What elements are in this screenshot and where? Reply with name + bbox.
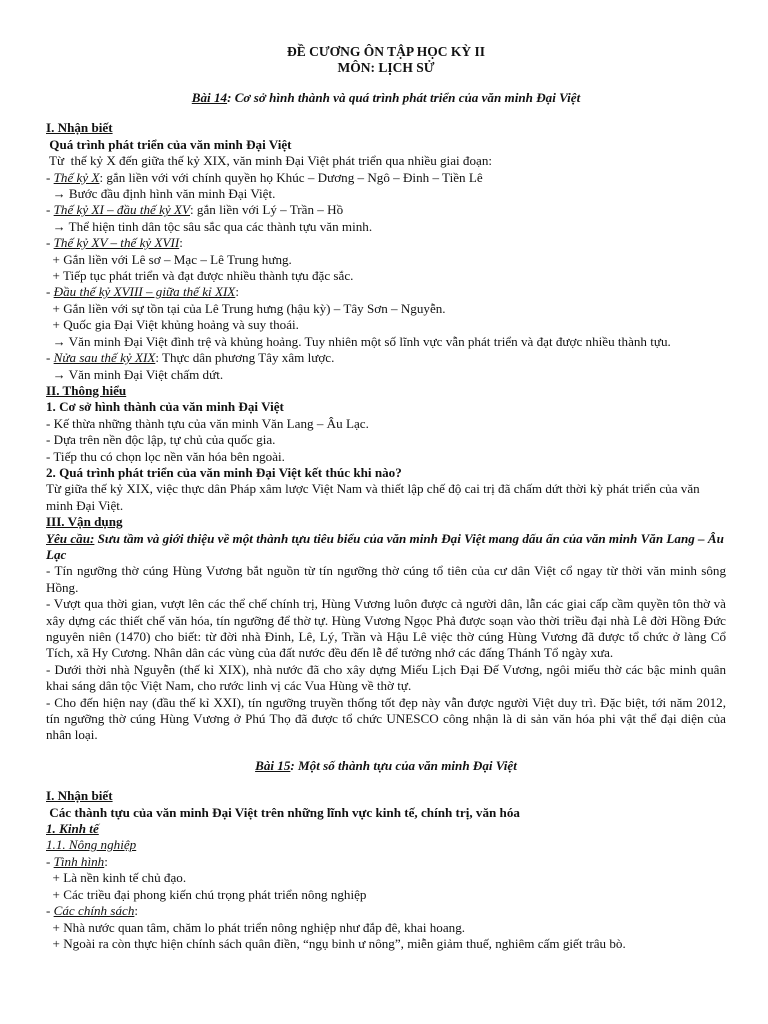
question-2-answer: Từ giữa thế kỷ XIX, việc thực dân Pháp xâm lược Việt Nam và thiết lập chế độ cai trị đã chấm dứt thời kỳ phát triển của văn minh Đại Việt. xyxy=(46,481,700,513)
period-2-text: : gắn liền với Lý – Trần – Hồ xyxy=(189,202,344,218)
question-1: 1. Cơ sở hình thành của văn minh Đại Việt xyxy=(46,399,284,415)
requirement-label: Yêu cầu: xyxy=(46,530,95,546)
period-1-label: Thế kỷ X xyxy=(53,169,100,185)
question-2: 2. Quá trình phát triển của văn minh Đại Việt kết thúc khi nào? xyxy=(46,464,402,480)
document-title: ĐỀ CƯƠNG ÔN TẬP HỌC KỲ II xyxy=(286,44,486,59)
policies-item-a: + Nhà nước quan tâm, chăm lo phát triển nông nghiệp như đắp đê, khai hoang. xyxy=(46,919,466,935)
bullet: - xyxy=(46,235,54,251)
requirement-text: Sưu tầm và giới thiệu về một thành tựu tiêu biểu của văn minh Đại Việt mang dấu ấn của văn minh Văn Lang – Âu Lạc xyxy=(46,530,724,562)
lesson-15-name: : Một số thành tựu của văn minh Đại Việt xyxy=(290,757,517,773)
policies-label: Các chính sách xyxy=(53,903,135,919)
application-paragraph-2: - Vượt qua thời gian, vượt lên các thể chế chính trị, Hùng Vương luôn được cả người dân, lẫn các giai cấp cầm quyền tôn thờ và xây dựng các thiết chế văn hóa, tín ngưỡng để thờ tự. Hùng Vương Ngọc Phả được soạn vào thời triều đại nhà Lê đời Hồng Đức nguyên niên (1470) cho biết: từ đời nhà Đinh, Lê, Lý, Trần và Hậu Lê việc thờ cúng Hùng Vương đã được tổ chức ở làng Cổ Tích, xã Hy Cương. Nhân dân các vùng của đất nước đều đến lễ để tưởng nhớ các đấng Thánh Tổ ngày xưa. xyxy=(46,596,726,661)
period-4-item-a: + Gắn liền với sự tồn tại của Lê Trung hưng (hậu kỳ) – Tây Sơn – Nguyễn. xyxy=(46,300,446,316)
bullet: - xyxy=(46,350,54,366)
l14-section-2-heading: II. Thông hiểu xyxy=(46,382,127,398)
period-4-result: → Văn minh Đại Việt đình trệ và khủng hoảng. Tuy nhiên một số lĩnh vực vẫn phát triển và đạt được nhiều thành tựu. xyxy=(46,333,671,349)
period-2-result: → Thể hiện tinh dân tộc sâu sắc qua các thành tựu văn minh. xyxy=(46,218,373,234)
situation-label: Tình hình xyxy=(53,853,105,869)
policies-colon: : xyxy=(134,903,139,919)
lesson-15-label: Bài 15 xyxy=(255,757,291,773)
document-page xyxy=(46,44,726,952)
application-paragraph-4: - Cho đến hiện nay (đầu thế kỉ XXI), tín ngưỡng truyền thống tốt đẹp này vẫn được người Việt duy trì. Đặc biệt, tới năm 2012, tín ngưỡng thờ cúng Hùng Vương ở Phú Thọ đã được tổ chức UNESCO công nhận là di sản văn hóa phi vật thể đại diện của nhân loại. xyxy=(46,694,726,743)
period-3-item-b: + Tiếp tục phát triển và đạt được nhiều thành tựu đặc sắc. xyxy=(46,268,354,284)
period-3-item-a: + Gắn liền với Lê sơ – Mạc – Lê Trung hưng. xyxy=(46,251,292,267)
situation-item-b: + Các triều đại phong kiến chú trọng phát triển nông nghiệp xyxy=(46,886,367,902)
period-1-text: : gắn liền với với chính quyền họ Khúc – Dương – Ngô – Đinh – Tiền Lê xyxy=(99,169,483,185)
application-paragraph-3: - Dưới thời nhà Nguyễn (thế kỉ XIX), nhà nước đã cho xây dựng Miếu Lịch Đại Đế Vương, ngôi miếu thờ các bậc minh quân khai sáng dân tộc Việt Nam, cho rước linh vị các Vua Hùng về thờ tự. xyxy=(46,661,726,694)
l14-section-1-heading: I. Nhận biết xyxy=(46,120,113,136)
policies-item-b: + Ngoài ra còn thực hiện chính sách quân điền, “ngụ binh ư nông”, miễn giảm thuế, nghiêm cấm giết trâu bò. xyxy=(46,935,626,951)
period-4 xyxy=(46,284,726,300)
requirement xyxy=(46,531,726,564)
l14-section-3-heading: III. Vận dụng xyxy=(46,514,123,530)
period-1 xyxy=(46,170,726,186)
bullet: - xyxy=(46,202,54,218)
l14-section-1-subheading: Quá trình phát triển của văn minh Đại Việt xyxy=(46,136,292,152)
lesson-14-title xyxy=(46,90,726,106)
agriculture-heading: 1.1. Nông nghiệp xyxy=(46,837,137,853)
period-3-text: : xyxy=(179,235,183,251)
question-1-answer-c: - Tiếp thu có chọn lọc nền văn hóa bên ngoài. xyxy=(46,448,285,464)
situation-item-a: + Là nền kinh tế chủ đạo. xyxy=(46,870,187,886)
period-3 xyxy=(46,235,726,251)
period-5-text: : Thực dân phương Tây xâm lược. xyxy=(155,350,335,366)
period-1-result: → Bước đầu định hình văn minh Đại Việt. xyxy=(46,186,276,202)
l14-intro: Từ thế kỷ X đến giữa thế kỷ XIX, văn minh Đại Việt phát triển qua nhiều giai đoạn: xyxy=(46,153,493,169)
situation xyxy=(46,854,726,870)
l15-section-1-subheading: Các thành tựu của văn minh Đại Việt trên những lĩnh vực kinh tế, chính trị, văn hóa xyxy=(46,804,520,820)
bullet: - xyxy=(46,853,54,869)
period-4-label: Đầu thế kỷ XVIII – giữa thế kỉ XIX xyxy=(53,284,236,300)
period-5-result: → Văn minh Đại Việt chấm dứt. xyxy=(46,366,224,382)
lesson-15-title xyxy=(46,758,726,774)
period-2 xyxy=(46,202,726,218)
situation-colon: : xyxy=(104,853,108,869)
economy-heading: 1. Kinh tế xyxy=(46,821,99,837)
bullet: - xyxy=(46,903,54,919)
lesson-14-name: : Cơ sở hình thành và quá trình phát triển của văn minh Đại Việt xyxy=(227,90,581,105)
lesson-14-label: Bài 14 xyxy=(191,90,228,105)
period-5-label: Nửa sau thế kỷ XIX xyxy=(53,350,156,366)
period-4-item-b: + Quốc gia Đại Việt khủng hoảng và suy thoái. xyxy=(46,317,299,333)
bullet: - xyxy=(46,284,54,300)
policies xyxy=(46,903,726,919)
l15-section-1-heading: I. Nhận biết xyxy=(46,788,113,804)
application-paragraph-1: - Tín ngưỡng thờ cúng Hùng Vương bắt nguồn từ tín ngưỡng thờ cúng tổ tiên của cư dân Việt cổ ngay từ thời văn minh sông Hồng. xyxy=(46,563,726,595)
question-1-answer-a: - Kế thừa những thành tựu của văn minh Văn Lang – Âu Lạc. xyxy=(46,415,369,431)
period-3-label: Thế kỷ XV – thế kỷ XVII xyxy=(53,235,180,251)
period-4-text: : xyxy=(235,284,239,300)
period-5 xyxy=(46,350,726,366)
period-2-label: Thế kỷ XI – đầu thế kỷ XV xyxy=(53,202,190,218)
subject-title: MÔN: LỊCH SỬ xyxy=(337,60,435,75)
question-1-answer-b: - Dựa trên nền độc lập, tự chủ của quốc gia. xyxy=(46,432,276,448)
bullet: - xyxy=(46,169,54,185)
